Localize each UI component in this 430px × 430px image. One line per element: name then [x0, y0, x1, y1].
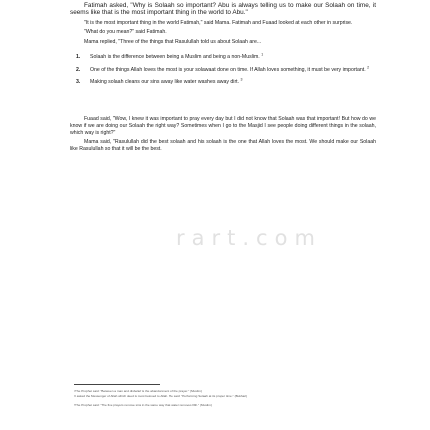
footnote-1: ¹The Prophet said: "Between a man and disbelief is the abandonment of the prayer." (Muslim) [74, 390, 202, 393]
footnote-2: ²I asked the Messenger of Allah which deed is most beloved to Allah. He said: "Performing Solaah at its proper time." (Bukhari) [74, 395, 248, 398]
paragraph-5: Fuaad said, "Wow, I knew it was important to pray every day but I did not know that Solaah was that important! But how do we know if we are doing our Solaah the right way? Sometimes when I go to the Masjid I see people doing different things in the solaah, which way is right?" [70, 116, 376, 136]
watermark-text: rart.com [176, 226, 322, 250]
paragraph-6: Mama said, "Rasulullah did the best solaah and his solaah is the one that Allah loves the most. We should make our Solaah like Rasulullah so that it will be the best. [70, 139, 376, 153]
paragraph-1: Fatimah asked, "Why is Solaah so important? Abu is always telling us to make our Solaah on time, it seems like that is the most important thing in the world to Abu." [70, 2, 376, 17]
footnote-ref: 1 [261, 52, 264, 57]
list-text: Solaah is the difference between being a Muslim and being a non-Muslim. [90, 54, 260, 61]
list-number: 2. [76, 66, 81, 73]
list-item [76, 67, 372, 74]
importance-list [70, 54, 376, 86]
list-item [76, 79, 372, 86]
list-number: 1. [76, 54, 81, 61]
paragraph-4: Mama replied, "Three of the things that Rasulullah told us about Solaah are... [84, 39, 262, 46]
list-text: Making solaah cleans our sins away like water washes away dirt. [90, 79, 240, 86]
footnote-divider [74, 384, 160, 385]
list-number: 3. [76, 79, 81, 86]
document-page [70, 2, 376, 153]
list-item [76, 54, 372, 61]
paragraph-3: "What do you mean?" said Fatimah. [84, 29, 167, 36]
footnote-ref: 3 [240, 77, 243, 82]
list-text: One of the things Allah loves the most is your solawaat done on time. If Allah loves something, it must be very important. [90, 66, 366, 73]
paragraph-2: "It is the most important thing in the world Fatimah," said Mama. Fatimah and Fuaad looked at each other in surprise. [84, 19, 353, 26]
footnote-3: ³The Prophet said: "The five prayers remove sins in the same way that water removes filth." (Muslim) [74, 404, 212, 407]
footnote-ref: 2 [367, 65, 370, 70]
